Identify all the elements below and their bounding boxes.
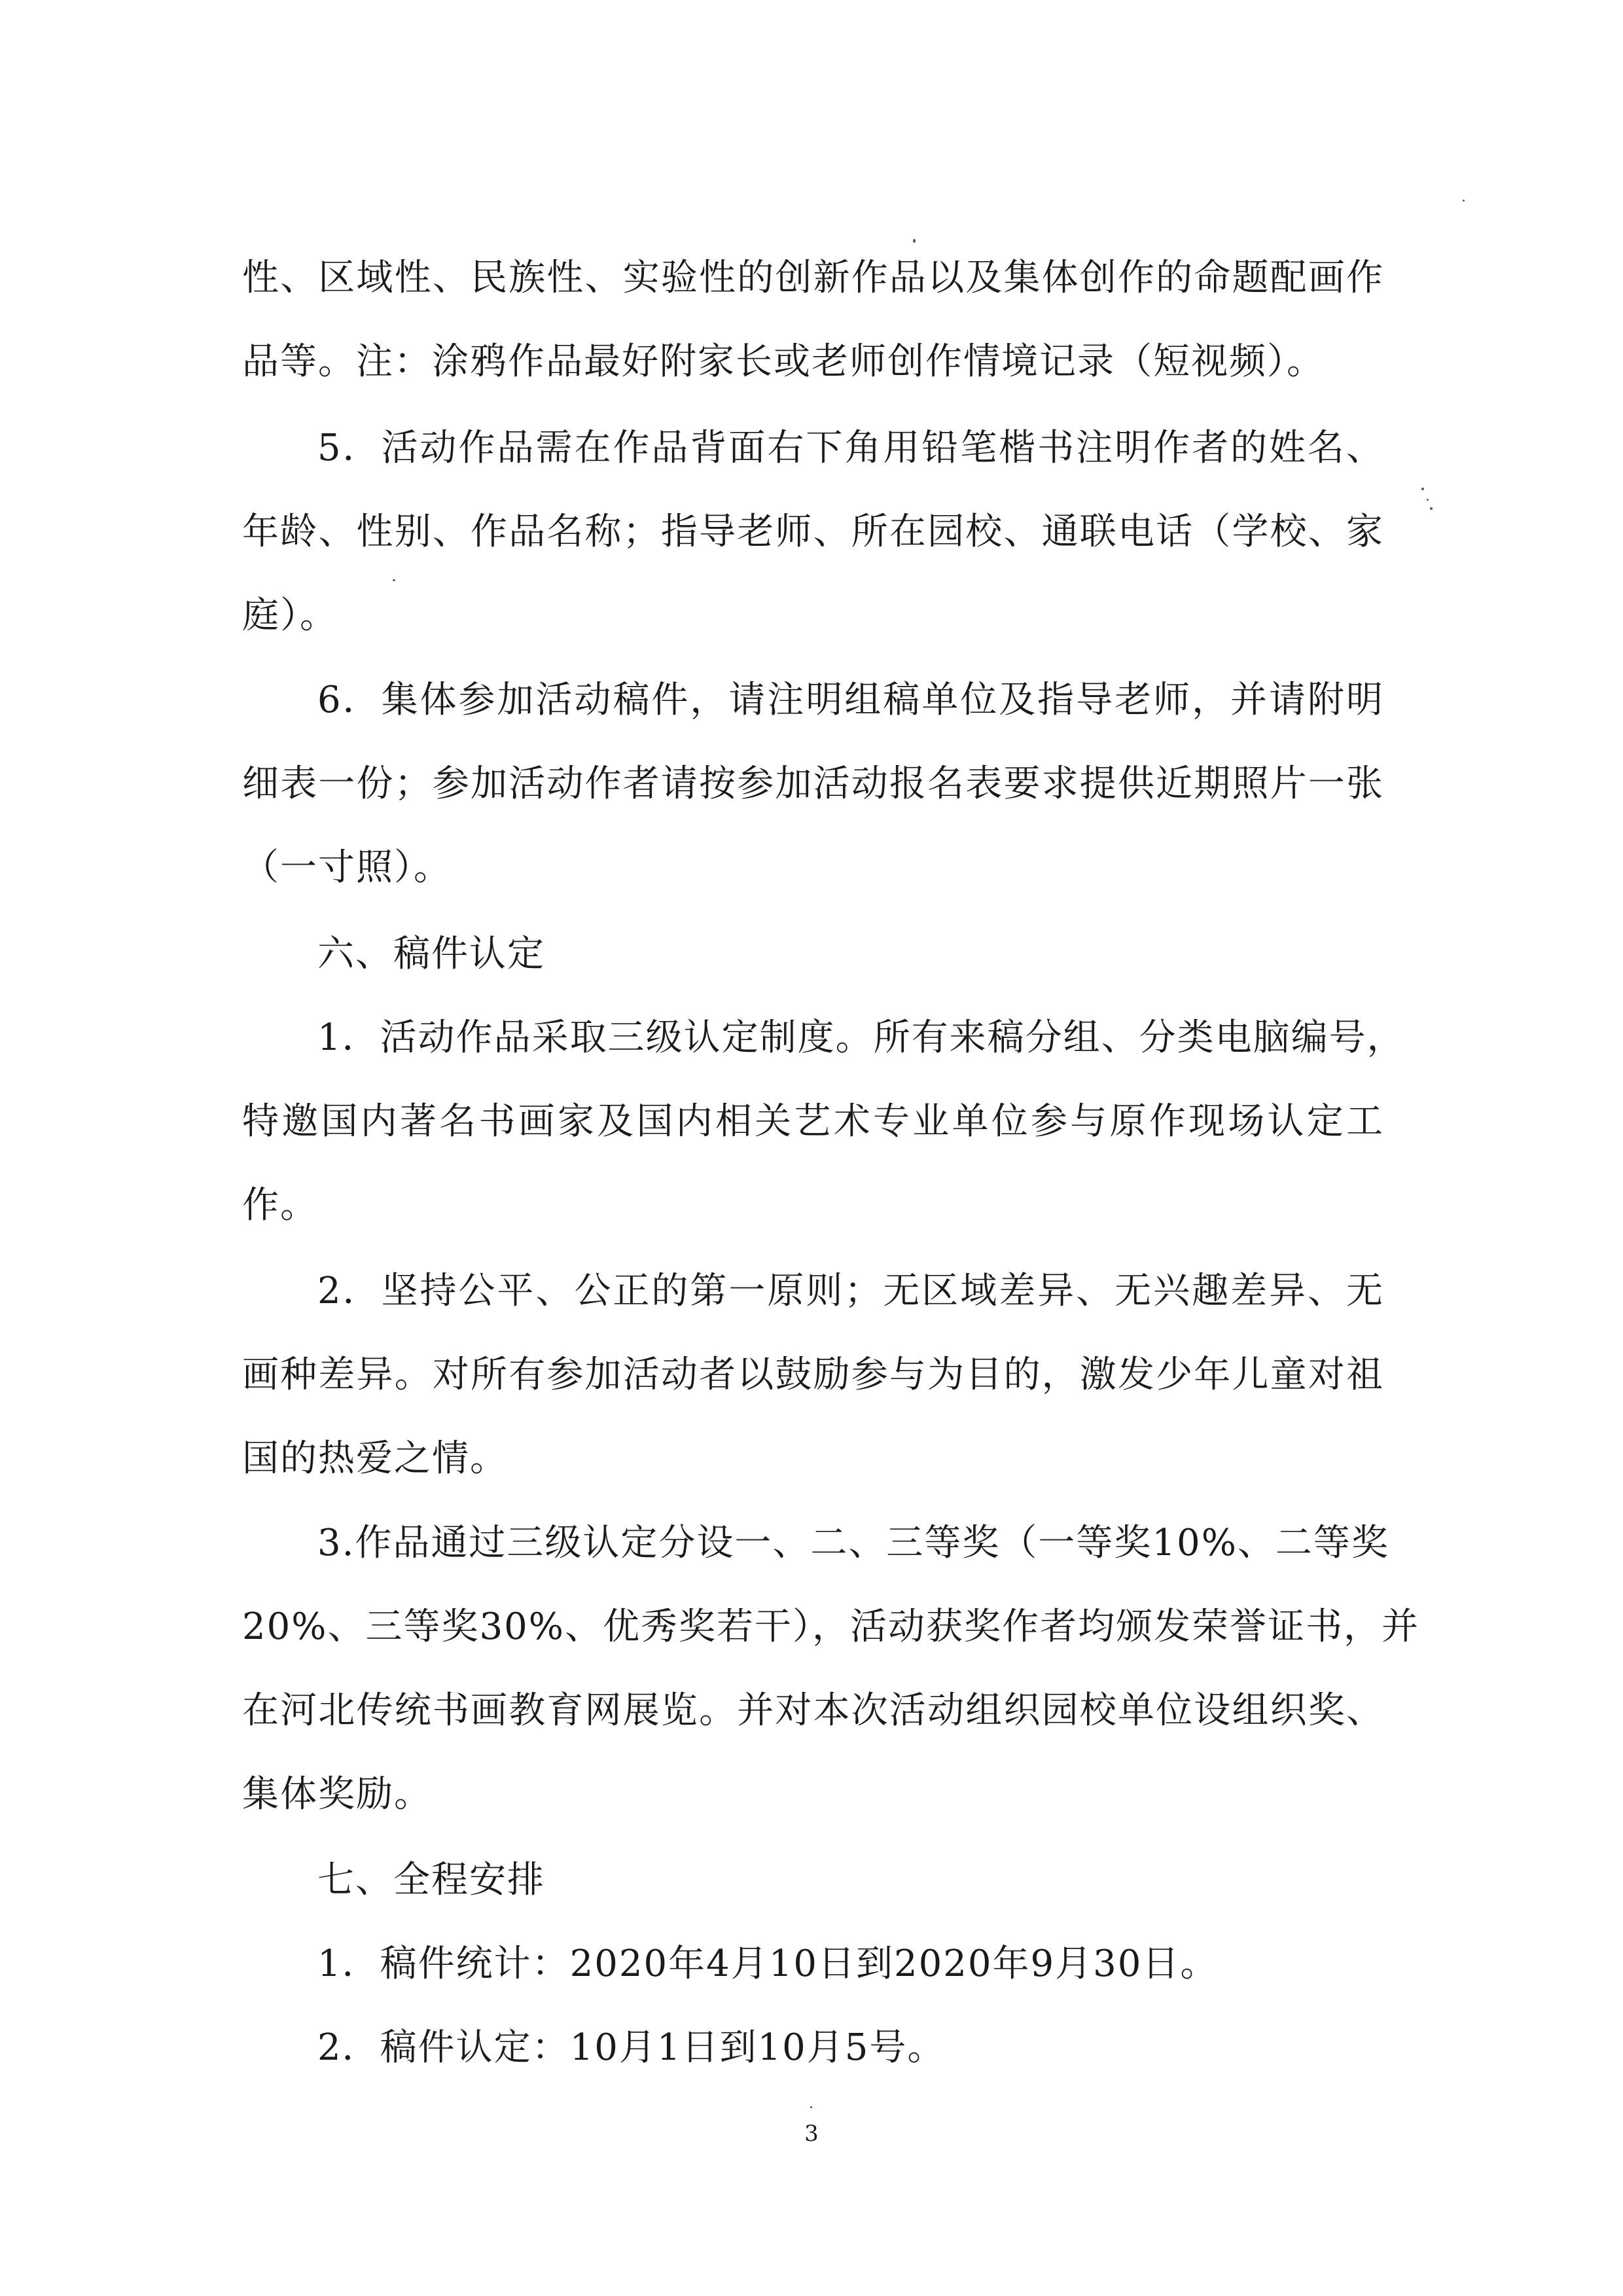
text-line-10: 1．活动作品采取三级认定制度。所有来稿分组、分类电脑编号， xyxy=(317,1016,1405,1059)
text-line-6: 6．集体参加活动稿件，请注明组稿单位及指导老师，并请附明 xyxy=(317,679,1384,721)
text-line-2: 品等。注：涂鸦作品最好附家长或老师创作情境记录（短视频）。 xyxy=(242,340,1325,383)
scan-speck xyxy=(810,2106,812,2108)
text-line-16: 3.作品通过三级认定分设一、二、三等奖（一等奖10%、二等奖 xyxy=(317,1522,1389,1564)
section-heading-7: 七、全程安排 xyxy=(317,1859,545,1901)
text-line-4: 年龄、性别、作品名称；指导老师、所在园校、通联电话（学校、家 xyxy=(242,511,1384,553)
page-number: 3 xyxy=(804,2121,819,2147)
text-line-1: 性、区域性、民族性、实验性的创新作品以及集体创作的命题配画作 xyxy=(242,257,1384,299)
text-line-21: 1．稿件统计：2020年4月10日到2020年9月30日。 xyxy=(317,1943,1219,1985)
text-line-12: 作。 xyxy=(242,1184,318,1227)
text-line-14: 画种差异。对所有参加活动者以鼓励参与为目的，激发少年儿童对祖 xyxy=(242,1354,1384,1396)
text-line-11: 特邀国内著名书画家及国内相关艺术专业单位参与原作现场认定工 xyxy=(242,1100,1384,1143)
text-line-19: 集体奖励。 xyxy=(242,1773,432,1816)
text-line-22: 2．稿件认定：10月1日到10月5号。 xyxy=(317,2026,946,2069)
scan-speck xyxy=(913,239,916,243)
text-line-5: 庭）。 xyxy=(242,594,338,637)
scan-speck xyxy=(393,579,395,581)
text-line-7: 细表一份；参加活动作者请按参加活动报名表要求提供近期照片一张 xyxy=(242,762,1384,805)
scan-speck xyxy=(1463,200,1465,202)
text-line-17: 20%、三等奖30%、优秀奖若干），活动获奖作者均颁发荣誉证书，并 xyxy=(242,1605,1419,1648)
text-line-8: （一寸照）。 xyxy=(242,846,452,889)
text-line-3: 5．活动作品需在作品背面右下角用铅笔楷书注明作者的姓名、 xyxy=(317,427,1384,469)
text-line-15: 国的热爱之情。 xyxy=(242,1437,508,1480)
text-line-13: 2．坚持公平、公正的第一原则；无区域差异、无兴趣差异、无 xyxy=(317,1270,1384,1312)
scan-speck xyxy=(1430,507,1433,510)
section-heading-6: 六、稿件认定 xyxy=(317,933,545,975)
scan-speck xyxy=(1421,488,1424,490)
text-line-18: 在河北传统书画教育网展览。并对本次活动组织园校单位设组织奖、 xyxy=(242,1689,1384,1732)
scan-speck xyxy=(1427,499,1429,501)
